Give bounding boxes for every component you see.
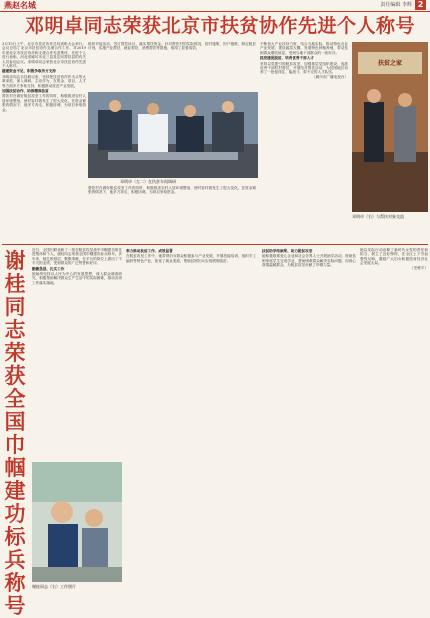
story2-column-3 bbox=[262, 248, 356, 608]
story1-column-2b bbox=[88, 186, 256, 242]
story2-column-2 bbox=[126, 248, 256, 608]
story1-col1-more: 邓明卓同志自挂职以来，坚持把扶贫协作作为头等大事来抓，深入调研，主动作为，在资金、项目、人才等方面多方争取支持，积极推动扶贫产业发展。 bbox=[2, 74, 86, 88]
story2-col4-text: 她以实际行动诠释了新时代女性的责任和担当，树立了良好榜样，在全区上下引起强烈反响，激励广大妇女积极投身经济社会发展大局。 bbox=[360, 248, 428, 266]
vt-char: 国 bbox=[4, 410, 26, 434]
story1-col5-text: 坚持以党建引领脱贫攻坚，加强基层党组织建设，选派优秀干部驻村帮扶，开展结对帮扶活动，为贫困地区培养了一批留得住、能战斗、带不走的人才队伍。 bbox=[260, 61, 348, 75]
edition-info: 责任编辑 李辉 bbox=[380, 2, 412, 8]
vt-char: 志 bbox=[4, 318, 26, 342]
vt-char: 建 bbox=[4, 479, 26, 503]
story1-col3-text: 组织对接活动，签订帮扶协议，落实帮扶资金。针对帮扶村的实际情况，因村施策，因户施策，制定脱贫计划，实施产业帮扶、就业帮扶、消费帮扶等措施，取得了显著成效。 bbox=[88, 42, 256, 51]
photo-visit-sign: 扶贫之家 bbox=[377, 60, 402, 67]
vt-char: 标 bbox=[4, 525, 26, 549]
story2-col1-text: 近日，全国妇联表彰了一批在脱贫攻坚战中巾帼建功的先进集体和个人。谢桂同志荣获全国巾帼建功标兵称号。多年来，她扎根基层，默默奉献，在平凡的岗位上做出了不平凡的业绩，受到群众的广泛赞誉和好评。 bbox=[32, 248, 122, 266]
story2-col2-text: 在脱贫攻坚工作中，她带领妇女群众积极参与产业发展，开展技能培训，组织手工编织等特色产业，拓宽了就业渠道，帮助贫困妇女实现增收脱贫。 bbox=[126, 254, 256, 263]
masthead bbox=[0, 0, 430, 12]
photo-visit-caption: 邓明卓（右）与帮扶对象交流 bbox=[352, 214, 404, 219]
vt-char: 称 bbox=[4, 571, 26, 595]
photo-workshop bbox=[88, 92, 258, 178]
story1-column-2 bbox=[88, 42, 256, 90]
newspaper-logo: 燕赵名城 bbox=[4, 0, 36, 10]
vt-char: 桂 bbox=[4, 272, 26, 296]
story2-col3-subheading: 扶贫助学结硕果、助力脱贫攻坚 bbox=[262, 249, 313, 253]
vt-char: 兵 bbox=[4, 548, 26, 572]
story1-col1-text: 3月15日上午，北京市扶贫协作总结表彰大会举行。会议总结了北京市扶贫协作支援合作工作，对2019年度北京市扶贫协作和支援合作先进集体、先进个人进行表彰。河北省廊坊市北三县及定向帮扶县的有关人员参加会议。邓明卓同志荣获北京市扶贫协作先进个人称号。 bbox=[2, 42, 86, 69]
vt-char: 全 bbox=[4, 387, 26, 411]
story1-col1-subheading: 援建资金不足、积极争取各方支持 bbox=[2, 69, 56, 74]
story1-col2-text: 帮扶村在做好脱贫攻坚工作的同时，积极推进农村人居环境整治，使村容村貌发生了很大变化。在资金紧张的情况下，他多方奔走，积极协调，为项目争取资金。 bbox=[2, 94, 86, 112]
story2-vertical-title bbox=[2, 250, 28, 618]
story2-byline: （史维平） bbox=[410, 265, 428, 270]
story2-column-4 bbox=[360, 248, 428, 608]
vt-char: 号 bbox=[4, 594, 26, 618]
story2-column-1 bbox=[32, 248, 122, 460]
photo-portrait bbox=[32, 462, 122, 582]
vt-char: 获 bbox=[4, 364, 26, 388]
story2-col3-text: 她积极联系爱心企业和社会各界人士开展助学活动，资助贫困家庭学生完成学业，帮助困难群众解决实际问题，用真心真情温暖群众，为脱贫攻坚贡献了巾帼力量。 bbox=[262, 254, 356, 268]
story1-col2b-text: 帮扶村在做好脱贫攻坚工作的同时，积极推进农村人居环境整治，使村容村貌发生了很大变化。在资金紧张的情况下，他多方奔走，积极协调，为项目争取资金。 bbox=[88, 186, 256, 195]
vt-char: 谢 bbox=[4, 249, 26, 273]
photo-workshop-caption: 邓明卓（左二）在扶贫车间调研 bbox=[120, 179, 176, 184]
article-headline: 邓明卓同志荣获北京市扶贫协作先进个人称号 bbox=[24, 15, 415, 37]
story1-byline: （廊坊市广播电视台） bbox=[312, 74, 348, 79]
vt-char: 荣 bbox=[4, 341, 26, 365]
story1-column-1 bbox=[2, 42, 86, 242]
story2-col1-more: 她始终坚持以人民为中心的发展思想，深入群众调查研究，积极帮助解决群众生产生活中的实际困难，推动各项工作落实落地。 bbox=[32, 272, 122, 285]
photo-visit bbox=[352, 42, 428, 212]
story1-col4-subheading: 抓党建促脱贫、培育优秀干部人才 bbox=[260, 56, 314, 61]
story2-col2-subheading: 奉力推动扶贫工作、成效显著 bbox=[126, 249, 173, 253]
section-divider bbox=[2, 244, 428, 245]
vt-char: 帼 bbox=[4, 456, 26, 480]
vt-char: 同 bbox=[4, 295, 26, 319]
photo-portrait-caption: 谢桂同志（右）工作照片 bbox=[32, 584, 76, 589]
story1-col2-subheading: 加强扶贫协作、助推精准扶贫 bbox=[2, 89, 49, 94]
story2-col1-subheading: 勤勤恳恳、扎实工作 bbox=[32, 266, 65, 271]
story1-column-3 bbox=[260, 42, 348, 242]
story1-col4-text: 不断加大产业扶持力度，结合当地实际，推动特色农业产业发展，建设蔬菜大棚，发展特色种植养殖，带动贫困群众增收致富，受到当地干部群众的一致好评。 bbox=[260, 42, 348, 55]
page-number: 2 bbox=[415, 0, 426, 10]
vt-char: 功 bbox=[4, 502, 26, 526]
vt-char: 巾 bbox=[4, 433, 26, 457]
